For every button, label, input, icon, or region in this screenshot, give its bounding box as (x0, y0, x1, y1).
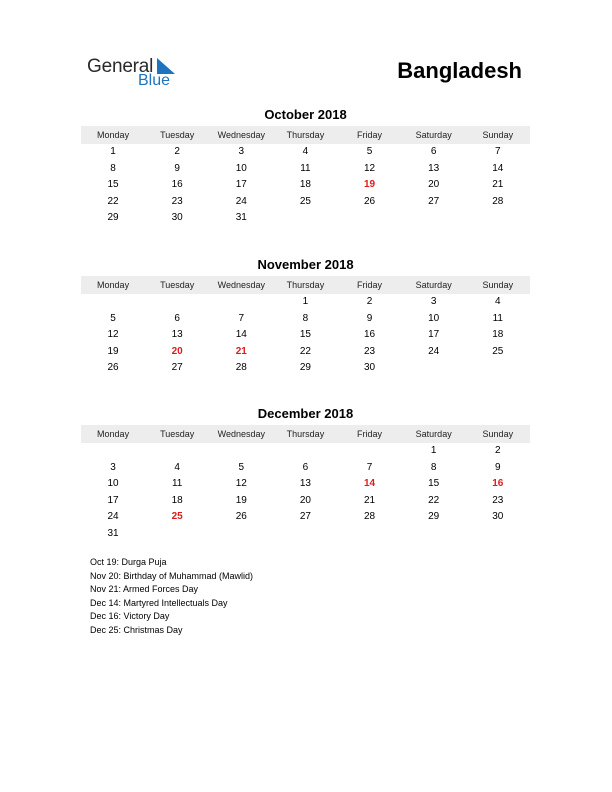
day-cell: 12 (364, 162, 376, 174)
empty-day-cell (402, 210, 466, 227)
weekday-label: Sunday (482, 130, 514, 140)
month-calendar-december (81, 406, 530, 542)
day-cell: 13 (299, 478, 311, 489)
day-cell: 30 (492, 511, 504, 522)
holiday-list-item: Dec 14: Martyred Intellectuals Day (90, 597, 228, 608)
day-cell: 22 (299, 345, 311, 357)
weekday-header-row (81, 425, 530, 443)
week-row (81, 344, 530, 361)
holiday-list-item: Nov 20: Birthday of Muhammad (Mawlid) (90, 570, 254, 581)
day-cell: 3 (110, 461, 116, 473)
day-cell: 17 (107, 494, 119, 506)
week-row (81, 144, 530, 161)
weekday-label: Tuesday (160, 280, 195, 290)
day-cell: 8 (110, 162, 116, 174)
day-cell: 27 (299, 511, 311, 522)
weekday-label: Friday (357, 280, 383, 290)
day-cell: 1 (430, 445, 437, 456)
weekday-header-row (81, 276, 530, 294)
day-cell: 4 (174, 461, 180, 473)
day-cell: 20 (428, 179, 440, 190)
day-cell: 7 (495, 146, 501, 157)
day-cell: 16 (171, 179, 183, 190)
day-cell: 29 (428, 511, 440, 522)
empty-day-cell (145, 526, 209, 543)
week-row (81, 327, 530, 344)
day-cell: 6 (430, 146, 437, 157)
weekday-label: Friday (357, 429, 383, 439)
day-cell: 24 (107, 511, 119, 522)
week-row (81, 194, 530, 211)
day-cell: 7 (238, 312, 245, 324)
empty-day-cell (145, 443, 209, 460)
empty-day-cell (338, 210, 402, 227)
empty-day-cell (209, 443, 273, 460)
weekday-label: Thursday (286, 429, 325, 439)
day-cell: 17 (235, 179, 247, 190)
day-cell: 4 (495, 296, 501, 307)
weekday-label: Thursday (286, 130, 325, 140)
day-cell: 27 (171, 362, 183, 373)
empty-day-cell (209, 526, 273, 543)
day-cell: 11 (300, 162, 311, 174)
day-cell: 23 (171, 195, 183, 207)
day-cell: 25 (299, 195, 311, 207)
day-cell: 10 (107, 478, 119, 489)
weekday-label: Wednesday (217, 280, 265, 290)
day-cell: 10 (235, 162, 247, 174)
holiday-day-cell: 14 (364, 478, 376, 489)
day-cell: 21 (492, 179, 504, 190)
day-cell: 5 (238, 461, 245, 473)
week-row (81, 460, 530, 477)
day-cell: 7 (366, 461, 373, 473)
country-title: Bangladesh (397, 58, 522, 83)
day-cell: 22 (428, 494, 440, 506)
holiday-list-item: Dec 25: Christmas Day (90, 624, 183, 635)
week-row (81, 311, 530, 328)
empty-day-cell (466, 360, 530, 377)
day-cell: 12 (235, 478, 247, 489)
day-cell: 11 (171, 478, 183, 489)
week-row (81, 509, 530, 526)
weekday-header-row (81, 126, 530, 144)
day-cell: 2 (366, 296, 373, 307)
day-cell: 15 (428, 478, 440, 489)
week-row (81, 177, 530, 194)
week-row (81, 493, 530, 510)
day-cell: 4 (302, 146, 309, 157)
day-cell: 3 (430, 296, 437, 307)
day-cell: 26 (107, 362, 119, 373)
empty-day-cell (209, 294, 273, 311)
empty-day-cell (338, 526, 402, 543)
day-cell: 21 (364, 494, 376, 506)
holiday-list-item: Oct 19: Durga Puja (90, 557, 167, 567)
day-cell: 11 (492, 312, 503, 324)
day-cell: 18 (492, 329, 504, 340)
holiday-day-cell: 16 (492, 478, 504, 489)
holiday-day-cell: 21 (235, 345, 247, 357)
holiday-list (90, 556, 253, 637)
weekday-label: Saturday (415, 280, 452, 290)
day-cell: 25 (492, 345, 504, 357)
day-cell: 18 (171, 494, 183, 506)
day-cell: 13 (428, 162, 440, 174)
holiday-day-cell: 19 (364, 179, 376, 190)
empty-day-cell (273, 210, 337, 227)
empty-day-cell (273, 443, 337, 460)
day-cell: 20 (299, 494, 311, 506)
day-cell: 18 (299, 179, 311, 190)
day-cell: 28 (364, 511, 376, 522)
day-cell: 28 (492, 195, 504, 207)
day-cell: 1 (302, 296, 309, 307)
day-cell: 5 (110, 312, 116, 324)
day-cell: 31 (235, 212, 247, 223)
empty-day-cell (466, 210, 530, 227)
day-cell: 2 (495, 445, 501, 456)
logo-text-general: General (87, 56, 154, 77)
month-title: November 2018 (257, 257, 354, 272)
empty-day-cell (402, 526, 466, 543)
day-cell: 8 (302, 312, 309, 324)
generalblue-logo (87, 56, 187, 92)
week-row (81, 360, 530, 377)
day-cell: 9 (174, 162, 180, 174)
weekday-label: Tuesday (160, 429, 195, 439)
day-cell: 16 (364, 329, 376, 340)
empty-day-cell (273, 526, 337, 543)
day-cell: 15 (299, 329, 311, 340)
day-cell: 10 (428, 312, 440, 324)
day-cell: 9 (495, 461, 501, 473)
day-cell: 12 (107, 329, 119, 340)
weekday-label: Friday (357, 130, 383, 140)
month-calendar-october (81, 107, 530, 227)
week-row (81, 476, 530, 493)
holiday-day-cell: 20 (171, 345, 183, 357)
day-cell: 19 (107, 345, 119, 357)
day-cell: 26 (235, 511, 247, 522)
holiday-day-cell: 25 (171, 511, 183, 522)
month-title: December 2018 (257, 406, 354, 421)
day-cell: 17 (428, 329, 440, 340)
day-cell: 5 (366, 146, 373, 157)
day-cell: 24 (428, 345, 440, 357)
day-cell: 1 (110, 146, 116, 157)
holiday-list-item: Dec 16: Victory Day (90, 611, 170, 621)
month-title: October 2018 (264, 107, 347, 122)
weekday-label: Wednesday (217, 130, 265, 140)
day-cell: 2 (174, 146, 180, 157)
day-cell: 31 (107, 527, 119, 539)
day-cell: 9 (366, 312, 373, 324)
empty-day-cell (81, 443, 145, 460)
day-cell: 23 (364, 345, 376, 357)
day-cell: 27 (428, 195, 440, 207)
weekday-label: Sunday (482, 429, 514, 439)
weekday-label: Wednesday (217, 429, 265, 439)
weekday-label: Monday (97, 280, 130, 290)
week-row (81, 210, 530, 227)
weekday-label: Monday (97, 429, 130, 439)
day-cell: 15 (107, 179, 119, 190)
week-row (81, 294, 530, 311)
day-cell: 6 (174, 312, 180, 324)
month-calendar-november (81, 257, 530, 377)
day-cell: 19 (235, 494, 247, 506)
day-cell: 23 (492, 494, 504, 506)
weekday-label: Saturday (415, 130, 452, 140)
empty-day-cell (402, 360, 466, 377)
empty-day-cell (466, 526, 530, 543)
weekday-label: Monday (97, 130, 130, 140)
day-cell: 14 (235, 329, 247, 340)
weekday-label: Sunday (482, 280, 514, 290)
day-cell: 30 (171, 212, 183, 223)
day-cell: 29 (107, 212, 119, 223)
week-row (81, 526, 530, 543)
day-cell: 29 (299, 362, 311, 373)
weekday-label: Thursday (286, 280, 325, 290)
day-cell: 30 (364, 362, 376, 373)
day-cell: 22 (107, 195, 119, 207)
empty-day-cell (81, 294, 145, 311)
day-cell: 3 (238, 146, 245, 157)
empty-day-cell (145, 294, 209, 311)
day-cell: 6 (302, 461, 309, 473)
holiday-list-item: Nov 21: Armed Forces Day (90, 584, 199, 594)
day-cell: 26 (364, 195, 376, 207)
week-row (81, 443, 530, 460)
weekday-label: Tuesday (160, 130, 195, 140)
empty-day-cell (338, 443, 402, 460)
day-cell: 24 (235, 195, 247, 207)
logo-text-blue: Blue (138, 72, 171, 89)
weekday-label: Saturday (415, 429, 452, 439)
day-cell: 8 (430, 461, 437, 473)
week-row (81, 161, 530, 178)
day-cell: 28 (235, 362, 247, 373)
day-cell: 14 (492, 162, 504, 174)
day-cell: 13 (171, 329, 183, 340)
